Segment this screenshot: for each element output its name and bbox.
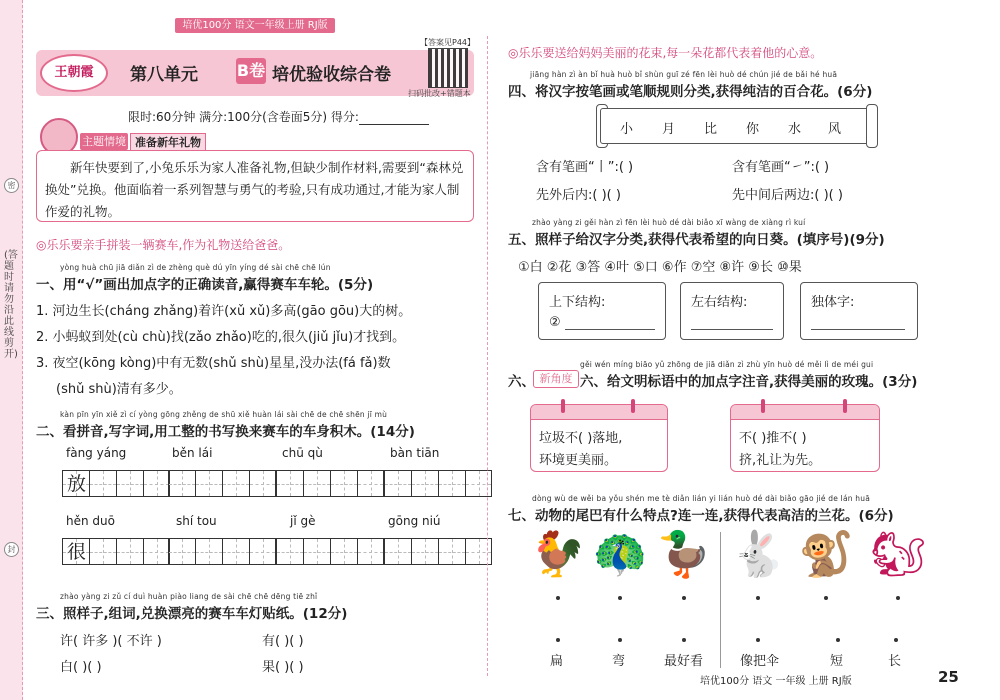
- section2-title: 二、看拼音,写字词,用工整的书写换来赛车的车身积木。(14分): [36, 424, 415, 440]
- tail-word: 短: [830, 654, 844, 669]
- written-char: 放: [66, 473, 86, 495]
- section3-title: 三、照样子,组词,兑换漂亮的赛车车灯贴纸。(12分): [36, 606, 348, 622]
- stroke-question[interactable]: 含有笔画“丨”:( ): [536, 160, 634, 175]
- word-group-item[interactable]: 许( 许多 )( 不许 ): [60, 634, 162, 649]
- tail-word: 像把伞: [740, 654, 780, 669]
- writing-grid[interactable]: [276, 538, 384, 565]
- character-options: ①白 ②花 ③答 ④叶 ⑤口 ⑥作 ⑦空 ⑧许 ⑨长 ⑩果: [518, 260, 802, 275]
- section1-pinyin: yòng huà chū jiā diǎn zì de zhèng què dú yīn yíng dé sài chē chē lún: [60, 263, 331, 272]
- slogan-line: 环境更美丽。: [539, 453, 618, 468]
- stroke-question[interactable]: 先中间后两边:( )( ): [732, 188, 843, 203]
- section5-title: 五、照样子给汉字分类,获得代表希望的向日葵。(填序号)(9分): [508, 232, 885, 248]
- match-dot[interactable]: [618, 638, 622, 642]
- qr-caption: 扫码批改+错题本: [408, 89, 471, 98]
- monkey-icon: 🐒: [798, 529, 854, 580]
- writing-grid[interactable]: [276, 470, 384, 497]
- answer-line[interactable]: [565, 317, 655, 330]
- seal-mark: 封: [4, 542, 19, 557]
- rabbit-icon: 🐇: [730, 529, 786, 580]
- slogan-card: [530, 404, 668, 472]
- brand-logo: 王朝霞: [40, 54, 108, 92]
- stroke-question[interactable]: 先外后内:( )( ): [536, 188, 621, 203]
- paper-badge: B卷: [236, 58, 266, 84]
- writing-grid[interactable]: [384, 470, 492, 497]
- peacock-icon: 🦚: [592, 529, 648, 580]
- word-pinyin: hěn duō: [66, 514, 115, 528]
- footer-text: 培优100分 语文 一年级 上册 RJ版: [700, 676, 852, 687]
- match-dot[interactable]: [682, 638, 686, 642]
- section6-pinyin: gěi wén míng biāo yǔ zhōng de jiā diǎn zì zhù yīn huò dé měi lì de méi gui: [580, 360, 874, 369]
- match-dot[interactable]: [836, 638, 840, 642]
- structure-label: 左右结构:: [691, 295, 748, 310]
- exam-info: [128, 108, 429, 125]
- section6-num: 六、: [508, 374, 535, 390]
- squirrel-icon: 🐿: [870, 529, 926, 580]
- match-dot[interactable]: [682, 596, 686, 600]
- scenario-note: ◎乐乐要送给妈妈美丽的花束,每一朵花都代表着他的心意。: [508, 46, 823, 60]
- scroll-char: 风: [828, 122, 842, 137]
- page-title: 培优验收综合卷: [272, 65, 391, 85]
- structure-example: ②: [549, 315, 561, 330]
- writing-grid[interactable]: [62, 470, 170, 497]
- match-dot[interactable]: [756, 638, 760, 642]
- slogan-line[interactable]: 垃圾不( )落地,: [539, 431, 623, 446]
- scroll-char: 水: [788, 122, 802, 137]
- section1-item: 1. 河边生长(cháng zhǎng)着许(xǔ xǔ)多高(gāo gōu)大的树。: [36, 304, 412, 319]
- section3-pinyin: zhào yàng zi zǔ cí duì huàn piào liang de sài chē chē dēng tiē zhǐ: [60, 592, 318, 601]
- binding-instruction: (答题时请勿沿此线剪开): [4, 250, 18, 360]
- scroll-char: 你: [746, 122, 760, 137]
- writing-grid[interactable]: [168, 538, 276, 565]
- writing-grid[interactable]: [168, 470, 276, 497]
- matching-divider: [720, 532, 721, 668]
- section1-item: (shǔ shù)清有多少。: [56, 382, 182, 397]
- theme-label: 主题情境: [82, 135, 126, 148]
- section7-pinyin: dòng wù de wěi ba yǒu shén me tè diǎn lián yi lián huò dé dài biǎo gāo jié de lán huā: [532, 494, 870, 503]
- slogan-card: [730, 404, 880, 472]
- written-char: 很: [66, 541, 86, 563]
- match-dot[interactable]: [824, 596, 828, 600]
- scroll-char: 月: [662, 122, 676, 137]
- theme-title: 准备新年礼物: [130, 133, 206, 152]
- writing-grid[interactable]: [384, 538, 492, 565]
- stroke-question[interactable]: 含有笔画“㇀”:( ): [732, 160, 830, 175]
- section1-item: 3. 夜空(kōng kòng)中有无数(shǔ shù)星星,没办法(fá fǎ)数: [36, 356, 391, 371]
- slogan-line[interactable]: 不( )推不( ): [739, 431, 807, 446]
- match-dot[interactable]: [618, 596, 622, 600]
- tail-word: 长: [888, 654, 902, 669]
- answer-line[interactable]: [691, 317, 773, 330]
- section4-pinyin: jiāng hàn zì àn bǐ huà huò bǐ shùn guī zé fēn lèi huò dé chún jié de bǎi hé huā: [530, 70, 838, 79]
- tail-word: 最好看: [664, 654, 704, 669]
- answer-line[interactable]: [811, 317, 905, 330]
- duck-icon: 🦆: [656, 529, 712, 580]
- word-group-item[interactable]: 有( )( ): [262, 634, 304, 649]
- new-angle-tag: 新角度: [533, 370, 579, 388]
- scenario-note: ◎乐乐要亲手拼装一辆赛车,作为礼物送给爸爸。: [36, 238, 291, 252]
- word-group-item[interactable]: 白( )( ): [60, 660, 102, 675]
- word-pinyin: fàng yáng: [66, 446, 127, 460]
- word-pinyin: chū qù: [282, 446, 323, 460]
- writing-grid[interactable]: [62, 538, 170, 565]
- tail-word: 扁: [550, 654, 564, 669]
- word-pinyin: jǐ gè: [290, 514, 316, 528]
- match-dot[interactable]: [556, 596, 560, 600]
- structure-box[interactable]: [800, 282, 918, 340]
- score-blank[interactable]: [359, 112, 429, 125]
- section5-pinyin: zhào yàng zi gěi hàn zì fēn lèi huò dé dài biǎo xī wàng de xiàng rì kuí: [532, 218, 806, 227]
- word-group-item[interactable]: 果( )( ): [262, 660, 304, 675]
- scroll-char: 比: [704, 122, 718, 137]
- section1-title: 一、用“√”画出加点字的正确读音,赢得赛车车轮。(5分): [36, 277, 374, 293]
- rooster-icon: 🐓: [530, 529, 586, 580]
- word-pinyin: shí tou: [176, 514, 217, 528]
- column-divider: [487, 36, 488, 676]
- structure-box[interactable]: [538, 282, 666, 340]
- section4-title: 四、将汉字按笔画或笔顺规则分类,获得纯洁的百合花。(6分): [508, 84, 873, 100]
- structure-label: 上下结构:: [549, 295, 606, 310]
- match-dot[interactable]: [894, 638, 898, 642]
- word-pinyin: bàn tiān: [390, 446, 440, 460]
- answer-reference: 【答案见P44】: [420, 38, 476, 47]
- unit-label: 第八单元: [130, 65, 198, 85]
- slogan-line: 挤,礼让为先。: [739, 453, 822, 468]
- section2-pinyin: kàn pīn yīn xiě zì cí yòng gōng zhěng de shū xiě huàn lái sài chē de chē shēn jī mù: [60, 410, 388, 419]
- match-dot[interactable]: [896, 596, 900, 600]
- match-dot[interactable]: [756, 596, 760, 600]
- scroll-char: 小: [620, 122, 634, 137]
- section7-title: 七、动物的尾巴有什么特点?连一连,获得代表高洁的兰花。(6分): [508, 508, 894, 524]
- word-pinyin: běn lái: [172, 446, 213, 460]
- qr-code-icon[interactable]: [428, 48, 468, 88]
- theme-story: 新年快要到了,小兔乐乐为家人准备礼物,但缺少制作材料,需要到“森林兑换处”兑换。他面临着一系列智慧与勇气的考验,只有成功通过,才能为家人制作爱的礼物。: [36, 150, 474, 222]
- structure-box[interactable]: [680, 282, 784, 340]
- exam-info-text: 限时:60分钟 满分:100分(含卷面5分) 得分:: [128, 110, 359, 124]
- tail-word: 弯: [612, 654, 626, 669]
- match-dot[interactable]: [556, 638, 560, 642]
- word-pinyin: gōng niú: [388, 514, 441, 528]
- seal-mark: 密: [4, 178, 19, 193]
- scroll-end: [866, 104, 878, 148]
- section1-item: 2. 小蚂蚁到处(cù chù)找(zǎo zhǎo)吃的,很久(jiǔ jǐu)才找到。: [36, 330, 406, 345]
- section6-title: 六、给文明标语中的加点字注音,获得美丽的玫瑰。(3分): [580, 374, 918, 390]
- series-banner: 培优100分 语文一年级上册 RJ版: [175, 18, 335, 33]
- structure-label: 独体字:: [811, 295, 855, 310]
- page-number: 25: [938, 668, 959, 686]
